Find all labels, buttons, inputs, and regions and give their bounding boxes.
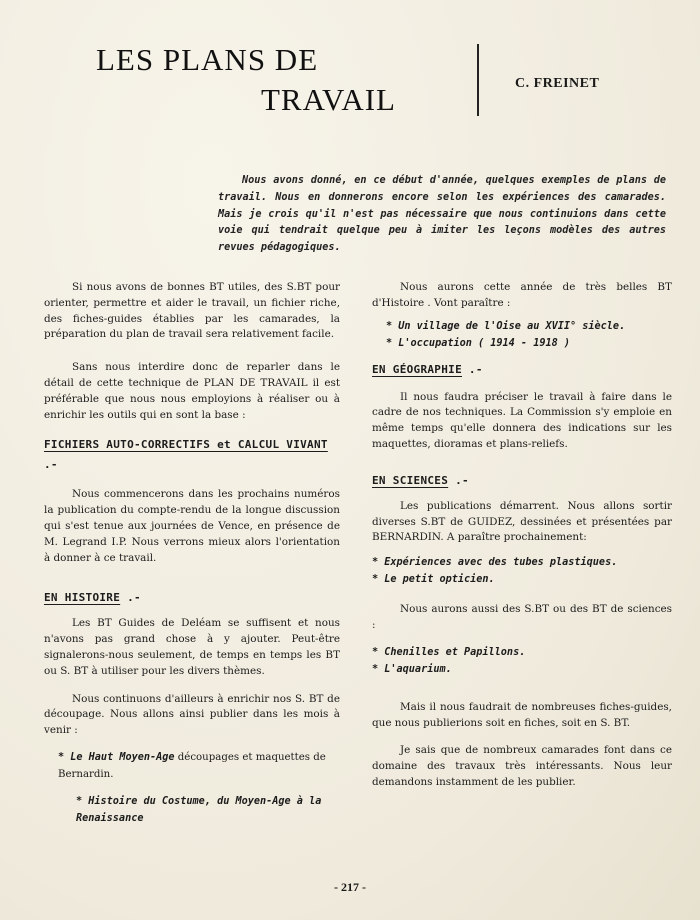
heading-text: EN GÉOGRAPHIE xyxy=(372,362,462,376)
paragraph: Nous commencerons dans les prochains numéros la publication du compte-rendu de la longue discussion qui s'est tenue aux journées de Vence, en présence de M. Legrand I.P. Nous verrons mieux alors l'orientation à donner à ce travail. xyxy=(44,488,340,564)
heading-text: EN HISTOIRE xyxy=(44,591,121,605)
list-item: * Histoire du Costume, du Moyen-Age à la Renaissance xyxy=(76,795,322,824)
paragraph: Nous continuons d'ailleurs à enrichir nos S. BT de découpage. Nous allons ainsi publier dans les mois à venir : xyxy=(44,692,340,737)
heading-suffix: .- xyxy=(448,473,469,487)
list-item: * Chenilles et Papillons. xyxy=(372,646,526,658)
paragraph: Les publications démarrent. Nous allons sortir diverses S.BT de GUIDEZ, dessinées et présentées par BERNARDIN. A paraître prochainement: xyxy=(372,499,672,544)
paragraph: Nous aurons cette année de très belles BT d'Histoire . Vont paraître : xyxy=(372,281,672,309)
paragraph: Il nous faudra préciser le travail à faire dans le cadre de nos techniques. La Commission s'y emploie en même temps qu'elle donnera des indications sur les maquettes, dioramas et plans-reliefs. xyxy=(372,390,672,450)
list-item xyxy=(44,749,340,783)
heading-suffix: .- xyxy=(462,362,483,376)
list-item: * L'occupation ( 1914 - 1918 ) xyxy=(386,337,571,349)
title-line-1: LES PLANS DE xyxy=(96,42,319,77)
heading-suffix: .- xyxy=(120,591,141,605)
article-title xyxy=(96,40,416,120)
heading-text: EN SCIENCES xyxy=(372,473,449,487)
section-heading-geographie xyxy=(372,360,672,380)
list-item: * Le petit opticien. xyxy=(372,574,495,586)
intro-paragraph: Nous avons donné, en ce début d'année, quelques exemples de plans de travail. Nous en donnerons encore selon les expériences des camarades. Mais je crois qu'il n'est pas nécessaire que nous continuions dans cette voie qui tendrait quelque peu à imiter les leçons modèles des autres revues pédagogiques. xyxy=(218,175,666,254)
paragraph: Je sais que de nombreux camarades font dans ce domaine des travaux très intéressants. Nous leur demandons instamment de les publier. xyxy=(372,744,672,788)
section-heading-fichiers xyxy=(44,435,340,475)
section-heading-histoire xyxy=(44,588,340,608)
list-item: * L'aquarium. xyxy=(372,663,452,675)
paragraph: Sans nous interdire donc de reparler dans le détail de cette technique de PLAN DE TRAVAIL il est préférable que nous nous employions à réaliser ou à enrichir les outils qui en sont la base : xyxy=(44,361,340,421)
left-column xyxy=(44,280,340,827)
heading-text: FICHIERS AUTO-CORRECTIFS et CALCUL VIVANT xyxy=(44,438,328,452)
list-item-title: * Le Haut Moyen-Age xyxy=(58,751,175,763)
heading-suffix: .- xyxy=(44,458,58,472)
right-column xyxy=(372,280,672,791)
title-line-2: TRAVAIL xyxy=(260,82,396,117)
title-divider xyxy=(477,44,479,116)
paragraph: Si nous avons de bonnes BT utiles, des S.BT pour orienter, permettre et aider le travail, un fichier riche, des fiches-guides établies par les camarades, la préparation du plan de travail sera relativement facile. xyxy=(44,281,340,341)
paragraph: Les BT Guides de Deléam se suffisent et nous n'avons pas grand chose à y ajouter. Peut-être signalerons-nous seulement, de temps en temps les BT ou S. BT à utiliser pour les divers thèmes. xyxy=(44,617,340,677)
page-number: - 217 - xyxy=(334,880,366,894)
author-name: C. FREINET xyxy=(515,76,600,91)
list-item-tail: découpages et maquettes de Bernardin. xyxy=(58,751,326,780)
list-item: * Un village de l'Oise au XVII° siècle. xyxy=(386,320,626,332)
paragraph: Nous aurons aussi des S.BT ou des BT de sciences : xyxy=(372,603,672,631)
paragraph: Mais il nous faudrait de nombreuses fiches-guides, que nous publierions soit en fiches, soit en S. BT. xyxy=(372,700,672,729)
list-item: * Expériences avec des tubes plastiques. xyxy=(372,557,618,569)
section-heading-sciences xyxy=(372,471,672,491)
